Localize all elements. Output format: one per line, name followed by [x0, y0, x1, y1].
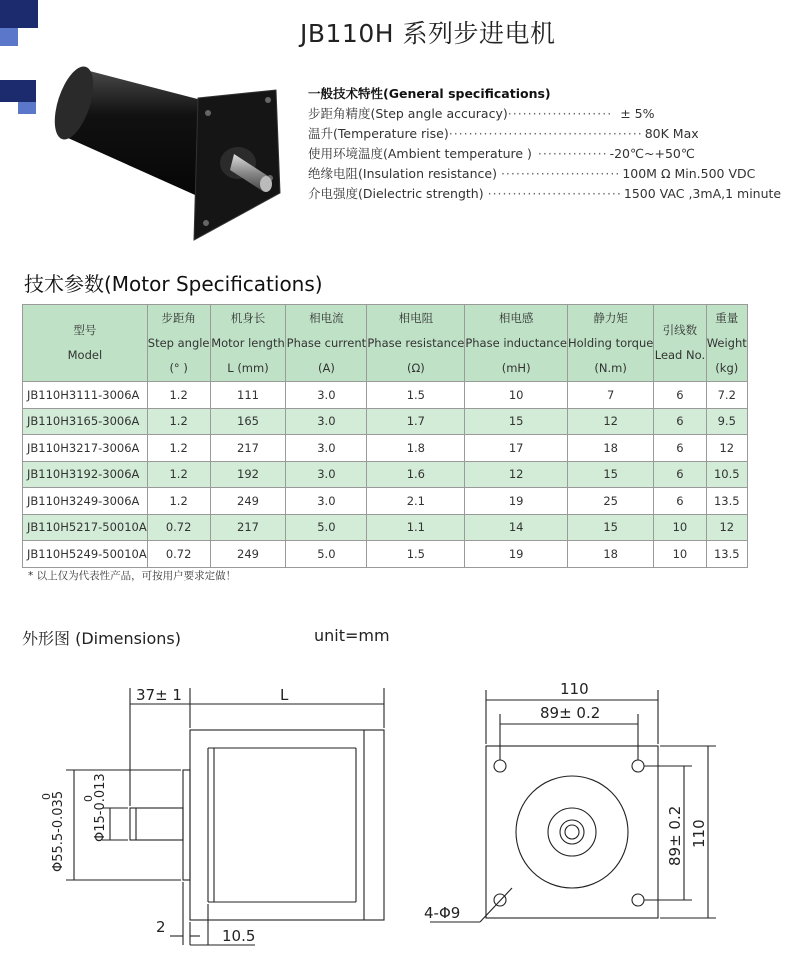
- column-header: 相电阻 Phase resistance (Ω): [367, 305, 465, 382]
- column-header: 重量 Weight (kg): [706, 305, 747, 382]
- table-cell: 15: [465, 408, 568, 435]
- model-cell: JB110H5249-50010A: [23, 541, 148, 568]
- spec-row: [308, 104, 781, 124]
- table-cell: 10.5: [706, 461, 747, 488]
- table-cell: 13.5: [706, 488, 747, 515]
- table-footnote: * 以上仅为代表性产品，可按用户要求定做！: [28, 570, 237, 582]
- pilot-diameter-label: Φ55.5-0.035: [51, 790, 66, 872]
- spec-leader-dots: ···························: [487, 186, 622, 201]
- table-cell: 15: [567, 514, 653, 541]
- table-cell: 3.0: [286, 461, 367, 488]
- front-view-drawing: [410, 660, 740, 960]
- model-cell: JB110H3217-3006A: [23, 435, 148, 462]
- table-cell: 1.5: [367, 382, 465, 409]
- spec-value: ± 5%: [620, 106, 655, 121]
- column-header: 步距角 Step angle (° ): [147, 305, 210, 382]
- column-header: 机身长 Motor length L (mm): [210, 305, 286, 382]
- corner-decoration: [18, 102, 36, 114]
- table-cell: 2.1: [367, 488, 465, 515]
- motor-photo: [48, 28, 298, 243]
- table-cell: 5.0: [286, 541, 367, 568]
- table-cell: 0.72: [147, 514, 210, 541]
- column-header: 型号 Model: [23, 305, 148, 382]
- mounting-holes-label: 4-Φ9: [424, 904, 461, 922]
- column-header: 引线数 Lead No.: [654, 305, 706, 382]
- table-cell: 10: [654, 514, 706, 541]
- model-cell: JB110H3249-3006A: [23, 488, 148, 515]
- table-cell: 17: [465, 435, 568, 462]
- spec-value: 100M Ω Min.500 VDC: [622, 166, 756, 181]
- general-specs-heading: 一般技术特性(General specifications): [308, 86, 551, 101]
- table-cell: 1.2: [147, 408, 210, 435]
- spec-value: -20℃~+50℃: [609, 146, 695, 161]
- motor-spec-table: [22, 304, 748, 568]
- table-cell: 249: [210, 541, 286, 568]
- model-cell: JB110H3165-3006A: [23, 408, 148, 435]
- table-cell: 19: [465, 488, 568, 515]
- outer-height-label: 110: [690, 819, 708, 848]
- corner-decoration: [0, 28, 18, 46]
- table-cell: 1.1: [367, 514, 465, 541]
- table-cell: 217: [210, 435, 286, 462]
- table-cell: 13.5: [706, 541, 747, 568]
- spec-leader-dots: ·······································: [448, 126, 643, 141]
- model-cell: JB110H3111-3006A: [23, 382, 148, 409]
- table-cell: 12: [465, 461, 568, 488]
- spec-row: [308, 164, 781, 184]
- table-cell: 14: [465, 514, 568, 541]
- table-cell: 6: [654, 408, 706, 435]
- table-cell: 10: [465, 382, 568, 409]
- side-view-drawing: [0, 660, 420, 960]
- table-cell: 1.2: [147, 461, 210, 488]
- table-cell: 1.2: [147, 488, 210, 515]
- table-cell: 3.0: [286, 408, 367, 435]
- column-header: 相电流 Phase current (A): [286, 305, 367, 382]
- spec-label: 介电强度(Dielectric strength): [308, 186, 484, 201]
- table-cell: 15: [567, 461, 653, 488]
- spec-label: 步距角精度(Step angle accuracy): [308, 106, 508, 121]
- table-cell: 192: [210, 461, 286, 488]
- shaft-diameter-sup: 0: [82, 795, 95, 802]
- table-cell: 1.5: [367, 541, 465, 568]
- table-header-row: [23, 305, 748, 382]
- corner-decoration: [0, 0, 38, 28]
- table-cell: 165: [210, 408, 286, 435]
- outer-width-label: 110: [560, 680, 589, 698]
- table-cell: 6: [654, 435, 706, 462]
- table-cell: 7.2: [706, 382, 747, 409]
- table-row: [23, 382, 748, 409]
- table-cell: 6: [654, 488, 706, 515]
- column-header: 相电感 Phase inductance (mH): [465, 305, 568, 382]
- flange-thickness-label: 2: [156, 918, 166, 936]
- table-cell: 111: [210, 382, 286, 409]
- table-cell: 0.72: [147, 541, 210, 568]
- table-cell: 12: [706, 435, 747, 462]
- table-cell: 18: [567, 435, 653, 462]
- motor-length-label: L: [280, 686, 289, 704]
- table-cell: 25: [567, 488, 653, 515]
- table-cell: 1.2: [147, 382, 210, 409]
- spec-row: [308, 184, 781, 204]
- table-cell: 6: [654, 461, 706, 488]
- table-cell: 1.6: [367, 461, 465, 488]
- spec-leader-dots: ························: [500, 166, 621, 181]
- table-cell: 1.7: [367, 408, 465, 435]
- dimensions-unit: unit=mm: [314, 626, 390, 645]
- spec-label: 温升(Temperature rise): [308, 126, 449, 141]
- hole-pitch-h-label: 89± 0.2: [540, 704, 601, 722]
- table-cell: 18: [567, 541, 653, 568]
- table-cell: 6: [654, 382, 706, 409]
- shaft-diameter-label: Φ15-0.013: [93, 773, 108, 842]
- spec-value: 80K Max: [644, 126, 699, 141]
- spec-leader-dots: ·····················: [507, 106, 613, 121]
- hole-pitch-v-label: 89± 0.2: [666, 805, 684, 866]
- page-title: JB110H 系列步进电机: [300, 19, 556, 48]
- table-cell: 7: [567, 382, 653, 409]
- table-title: 技术参数(Motor Specifications): [24, 272, 323, 296]
- spec-label: 使用环境温度(Ambient temperature ): [308, 146, 532, 161]
- table-cell: 217: [210, 514, 286, 541]
- table-cell: 10: [654, 541, 706, 568]
- table-cell: 3.0: [286, 435, 367, 462]
- column-header: 静力矩 Holding torque (N.m): [567, 305, 653, 382]
- table-cell: 249: [210, 488, 286, 515]
- table-cell: 5.0: [286, 514, 367, 541]
- spec-leader-dots: ··············: [537, 146, 608, 161]
- table-cell: 3.0: [286, 488, 367, 515]
- corner-decoration: [0, 80, 36, 102]
- dimensions-title: 外形图 (Dimensions): [22, 629, 181, 648]
- flange-length-label: 10.5: [222, 927, 256, 945]
- spec-label: 绝缘电阻(Insulation resistance): [308, 166, 497, 181]
- table-cell: 3.0: [286, 382, 367, 409]
- spec-value: 1500 VAC ,3mA,1 minute: [623, 186, 782, 201]
- table-cell: 12: [706, 514, 747, 541]
- table-row: [23, 514, 748, 541]
- table-row: [23, 408, 748, 435]
- table-row: [23, 461, 748, 488]
- table-cell: 19: [465, 541, 568, 568]
- model-cell: JB110H3192-3006A: [23, 461, 148, 488]
- table-row: [23, 488, 748, 515]
- spec-row: [308, 124, 781, 144]
- spec-row: [308, 144, 781, 164]
- table-cell: 9.5: [706, 408, 747, 435]
- table-row: [23, 541, 748, 568]
- model-cell: JB110H5217-50010A: [23, 514, 148, 541]
- table-cell: 1.2: [147, 435, 210, 462]
- table-cell: 1.8: [367, 435, 465, 462]
- shaft-length-label: 37± 1: [136, 686, 182, 704]
- table-row: [23, 435, 748, 462]
- table-cell: 12: [567, 408, 653, 435]
- pilot-diameter-sup: 0: [40, 793, 53, 800]
- general-specifications: [308, 84, 781, 204]
